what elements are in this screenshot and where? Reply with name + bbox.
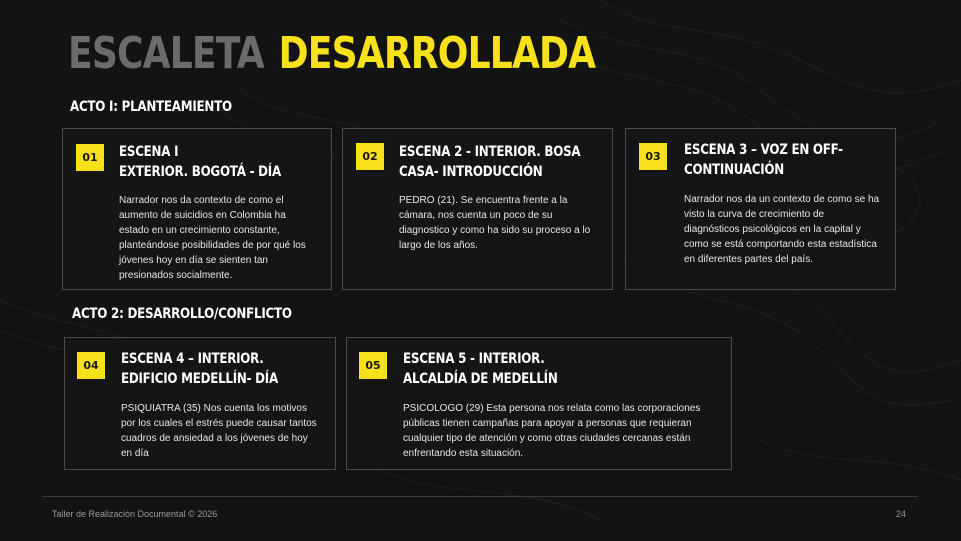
scene-card-3: [625, 128, 896, 290]
scene-title-line-2: EXTERIOR. BOGOTÁ - DÍA: [119, 164, 281, 180]
scene-number-badge: 05: [359, 352, 387, 379]
scene-title-line-1: ESCENA 3 – VOZ EN OFF-: [684, 142, 843, 158]
scene-title-line-2: EDIFICIO MEDELLÍN- DÍA: [121, 371, 278, 387]
scene-card-2: [342, 128, 613, 290]
scene-title: [403, 349, 624, 389]
scene-description: Narrador nos da contexto de como el aumento de suicidios en Colombia ha estado en un crecimiento constante, planteándose posibilidades de por qué los jóvenes hoy en día se sienten tan presionados socialmente.: [119, 195, 306, 281]
scene-number-badge: 01: [76, 144, 104, 171]
scene-number-badge: 04: [77, 352, 105, 379]
scene-card-4: [64, 337, 336, 470]
title-part-muted: ESCALETA: [68, 28, 264, 79]
scene-title: [121, 349, 342, 389]
scene-title: [684, 140, 905, 180]
scene-title-line-1: ESCENA 4 – INTERIOR.: [121, 351, 264, 367]
act-1-heading: ACTO I: PLANTEAMIENTO: [70, 99, 232, 115]
scene-title-line-2: CASA- INTRODUCCIÓN: [399, 164, 543, 180]
scene-title: [399, 142, 620, 182]
scene-number-badge: 02: [356, 143, 384, 170]
scene-description: Narrador nos da un contexto de como se ha visto la curva de crecimiento de diagnósticos psicológicos en la capital y como se está comportando esta estadística en diferentes partes del país.: [684, 194, 880, 265]
scene-card-1: [62, 128, 332, 290]
scene-description: PSICOLOGO (29) Esta persona nos relata como las corporaciones públicas tienen campañas para apoyar a personas que requieran cualquier tipo de atención y como otras ciudades cercanas están enfrentando esta situación.: [403, 403, 701, 459]
scene-description: PSIQUIATRA (35) Nos cuenta los motivos por los cuales el estrés puede causar tantos cuadros de ansiedad a los jóvenes de hoy en día: [121, 403, 317, 459]
scene-number-badge: 03: [639, 143, 667, 170]
scene-title-line-2: CONTINUACIÓN: [684, 162, 785, 178]
scene-title-line-2: ALCALDÍA DE MEDELLÍN: [403, 371, 558, 387]
act-2-heading: ACTO 2: DESARROLLO/CONFLICTO: [72, 306, 292, 322]
title-part-accent: DESARROLLADA: [278, 28, 596, 79]
scene-title: [119, 142, 340, 182]
page-number: 24: [896, 509, 907, 519]
scene-title-line-1: ESCENA 5 - INTERIOR.: [403, 351, 545, 367]
scene-card-5: [346, 337, 732, 470]
scene-title-line-1: ESCENA 2 - INTERIOR. BOSA: [399, 144, 581, 160]
footer-text: Taller de Realización Documental © 2026: [52, 509, 218, 519]
footer-divider: [42, 496, 918, 497]
scene-title-line-1: ESCENA I: [119, 144, 179, 160]
scene-description: PEDRO (21). Se encuentra frente a la cámara, nos cuenta un poco de su diagnostico y como ha sido su proceso a lo largo de los años.: [399, 195, 591, 251]
page-title: [68, 28, 595, 80]
